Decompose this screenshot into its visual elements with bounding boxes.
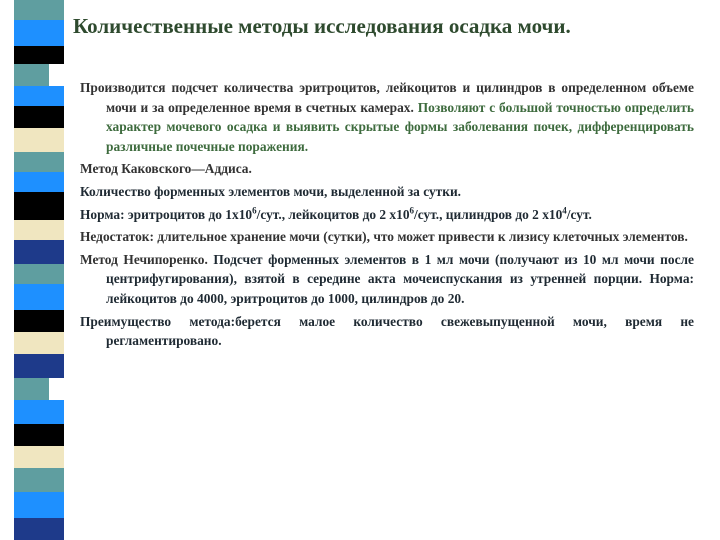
stripe <box>14 332 64 354</box>
nechiporenko-text: Подсчет форменных элементов в 1 мл мочи (получают из 10 мл мочи после центрифугирования), взятой в середине акта мочеиспускания из утренней порции. Норма: лейкоцитов до 4000, эритроцитов до 1000, цилиндров до 20. <box>106 251 694 306</box>
slide-body <box>80 78 694 354</box>
stripe <box>14 492 64 518</box>
paragraph-intro <box>80 78 694 156</box>
paragraph-norm <box>80 205 694 225</box>
norm-exp-3: 4 <box>562 205 567 216</box>
stripe <box>14 354 64 378</box>
norm-text-c: /сут., цилиндров до 2 х10 <box>414 206 563 222</box>
stripe <box>14 0 64 20</box>
stripe <box>14 128 64 152</box>
stripe <box>14 400 64 424</box>
stripe <box>14 106 64 128</box>
stripe <box>14 220 64 240</box>
stripe <box>14 468 64 492</box>
decorative-stripe-bar <box>14 0 64 540</box>
intro-text: Производится подсчет количества эритроцитов, лейкоцитов и цилиндров в определенном объеме мочи и за определенное время в счетных камерах. <box>80 80 694 115</box>
norm-exp-1: 6 <box>252 205 257 216</box>
daily-count-text: Количество форменных элементов мочи, выделенной за сутки. <box>80 183 462 199</box>
stripe <box>14 264 64 284</box>
stripe <box>14 240 64 264</box>
paragraph-nechiporenko <box>80 250 694 309</box>
stripe <box>14 424 64 446</box>
paragraph-addis-method <box>80 159 694 179</box>
stripe <box>14 64 49 86</box>
norm-text-a: Норма: эритроцитов до 1х10 <box>80 206 253 222</box>
paragraph-advantage <box>80 312 694 351</box>
intro-benefit-text: Позволяют с большой точностью определить характер мочевого осадка и выявить скрытые формы заболевания почек, дифференцировать различные почечные поражения. <box>106 99 694 154</box>
addis-method-heading: Метод Каковского—Аддиса. <box>80 161 252 177</box>
advantage-text: Преимущество метода:берется малое количество свежевыпущенной мочи, время не регламентировано. <box>80 313 694 349</box>
drawback-text: Недостаток: длительное хранение мочи (сутки), что может привести к лизису клеточных элементов. <box>80 229 688 245</box>
stripe <box>14 152 64 172</box>
stripe <box>14 172 64 192</box>
stripe <box>14 192 64 220</box>
stripe <box>14 284 64 310</box>
paragraph-drawback <box>80 227 694 247</box>
paragraph-daily-count <box>80 182 694 202</box>
stripe <box>14 86 64 106</box>
stripe <box>14 310 64 332</box>
norm-text-d: /сут. <box>566 206 592 222</box>
stripe <box>14 46 64 64</box>
slide-title: Количественные методы исследования осадка мочи. <box>73 14 571 38</box>
norm-exp-2: 6 <box>409 205 415 216</box>
stripe <box>14 446 64 468</box>
nechiporenko-heading: Метод Нечипоренко. <box>80 251 208 267</box>
stripe <box>14 518 64 540</box>
stripe <box>14 378 49 400</box>
norm-text-b: /сут., лейкоцитов до 2 х10 <box>256 206 410 222</box>
stripe <box>14 20 64 46</box>
